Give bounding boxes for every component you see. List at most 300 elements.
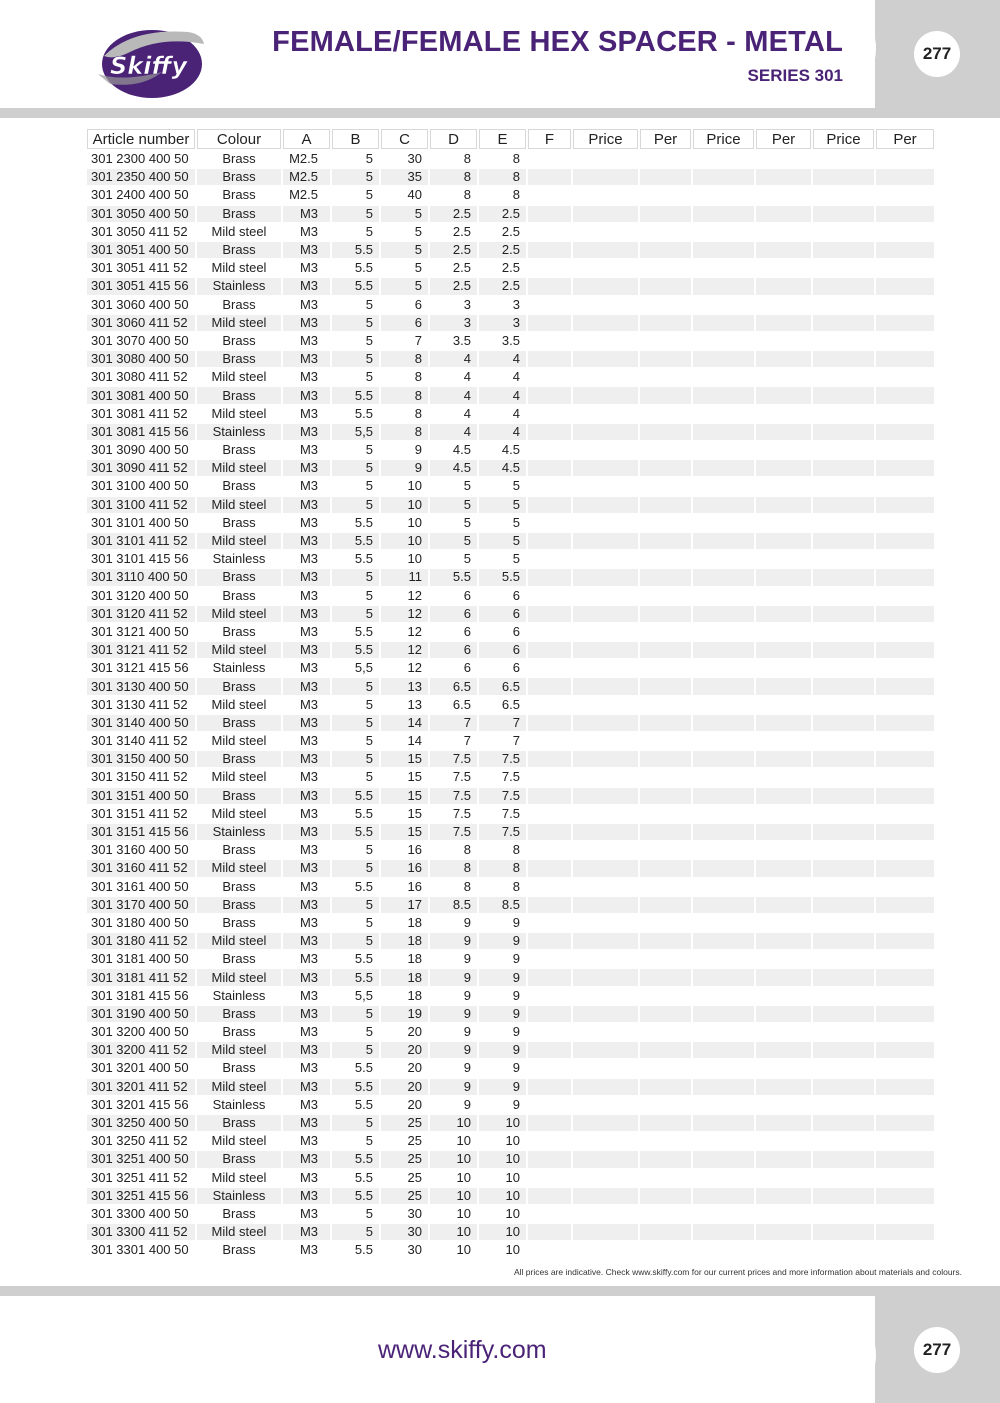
dim-b-cell: 5.5 bbox=[354, 805, 373, 821]
empty-cell bbox=[640, 715, 691, 731]
colour-cell: Stainless bbox=[197, 1188, 281, 1204]
empty-cell bbox=[813, 297, 874, 313]
dim-a-cell: M3 bbox=[299, 369, 318, 385]
dim-b-cell: 5 bbox=[332, 606, 379, 622]
empty-cell bbox=[528, 788, 571, 804]
dim-a-cell: M3 bbox=[283, 606, 330, 622]
empty-cell bbox=[756, 1079, 811, 1095]
empty-cell bbox=[756, 751, 811, 767]
dim-d-cell: 10 bbox=[430, 1151, 477, 1167]
dim-d-cell: 6 bbox=[463, 623, 471, 639]
empty-cell bbox=[813, 769, 874, 785]
empty-cell bbox=[640, 842, 691, 858]
empty-cell bbox=[756, 1151, 811, 1167]
dim-c-cell: 7 bbox=[414, 332, 422, 348]
column-header: Colour bbox=[197, 129, 281, 149]
empty-cell bbox=[876, 1006, 934, 1022]
dim-d-cell: 6 bbox=[463, 587, 471, 603]
colour-cell: Mild steel bbox=[211, 805, 267, 821]
article-number-cell: 301 3251 411 52 bbox=[91, 1169, 188, 1185]
empty-cell bbox=[573, 751, 638, 767]
dim-e-cell: 9 bbox=[479, 1042, 526, 1058]
dim-a-cell: M3 bbox=[299, 587, 318, 603]
dim-c-cell: 5 bbox=[414, 223, 422, 239]
dim-b-cell: 5.5 bbox=[354, 1242, 373, 1258]
colour-cell: Mild steel bbox=[197, 1224, 281, 1240]
empty-cell bbox=[876, 606, 934, 622]
empty-cell bbox=[813, 333, 874, 349]
dim-d-cell: 4 bbox=[430, 387, 477, 403]
skiffy-logo[interactable] bbox=[92, 22, 207, 100]
empty-cell bbox=[756, 260, 811, 276]
empty-cell bbox=[573, 206, 638, 222]
column-header: Per bbox=[756, 129, 811, 149]
dim-a-cell: M3 bbox=[299, 514, 318, 530]
empty-cell bbox=[693, 769, 754, 785]
dim-e-cell: 7.5 bbox=[479, 824, 526, 840]
dim-d-cell: 10 bbox=[456, 1205, 471, 1221]
empty-cell bbox=[756, 297, 811, 313]
empty-cell bbox=[693, 624, 754, 640]
dim-b-cell: 5 bbox=[332, 1042, 379, 1058]
dim-b-cell: 5 bbox=[365, 587, 373, 603]
table-row bbox=[87, 951, 934, 967]
dim-c-cell: 18 bbox=[407, 987, 422, 1003]
empty-cell bbox=[573, 478, 638, 494]
empty-cell bbox=[573, 1170, 638, 1186]
dim-e-cell: 10 bbox=[479, 1115, 526, 1131]
article-number-cell: 301 3150 400 50 bbox=[87, 751, 195, 767]
dim-b-cell: 5.5 bbox=[354, 514, 373, 530]
dim-e-cell: 7.5 bbox=[501, 805, 520, 821]
colour-cell: Brass bbox=[197, 169, 281, 185]
colour-cell: Brass bbox=[222, 1205, 256, 1221]
table-row bbox=[87, 824, 934, 840]
dim-a-cell: M3 bbox=[283, 278, 330, 294]
empty-cell bbox=[640, 515, 691, 531]
empty-cell bbox=[573, 915, 638, 931]
dim-c-cell: 16 bbox=[381, 860, 428, 876]
empty-cell bbox=[640, 242, 691, 258]
empty-cell bbox=[573, 187, 638, 203]
article-number-cell: 301 3051 400 50 bbox=[87, 242, 195, 258]
dim-c-cell: 8 bbox=[381, 351, 428, 367]
empty-cell bbox=[528, 369, 571, 385]
empty-cell bbox=[573, 406, 638, 422]
empty-cell bbox=[573, 1115, 638, 1131]
dim-b-cell: 5 bbox=[365, 296, 373, 312]
colour-cell: Mild steel bbox=[211, 696, 267, 712]
dim-c-cell: 20 bbox=[381, 1079, 428, 1095]
dim-c-cell: 20 bbox=[381, 1042, 428, 1058]
colour-cell: Mild steel bbox=[197, 606, 281, 622]
empty-cell bbox=[813, 1151, 874, 1167]
empty-cell bbox=[876, 697, 934, 713]
dim-b-cell: 5.5 bbox=[354, 951, 373, 967]
empty-cell bbox=[756, 933, 811, 949]
dim-a-cell: M3 bbox=[299, 805, 318, 821]
empty-cell bbox=[876, 1097, 934, 1113]
empty-cell bbox=[640, 206, 691, 222]
dim-b-cell: 5 bbox=[332, 497, 379, 513]
dim-c-cell: 19 bbox=[381, 1006, 428, 1022]
dim-b-cell: 5 bbox=[332, 1224, 379, 1240]
empty-cell bbox=[573, 169, 638, 185]
dim-c-cell: 25 bbox=[407, 1133, 422, 1149]
empty-cell bbox=[640, 642, 691, 658]
dim-a-cell: M3 bbox=[283, 933, 330, 949]
dim-b-cell: 5.5 bbox=[354, 260, 373, 276]
empty-cell bbox=[573, 1133, 638, 1149]
dim-e-cell: 4 bbox=[479, 387, 526, 403]
dim-d-cell: 4.5 bbox=[430, 460, 477, 476]
colour-cell: Brass bbox=[197, 351, 281, 367]
dim-b-cell: 5.5 bbox=[354, 551, 373, 567]
table-row bbox=[87, 460, 934, 476]
empty-cell bbox=[876, 369, 934, 385]
empty-cell bbox=[528, 1024, 571, 1040]
empty-cell bbox=[528, 1079, 571, 1095]
article-number-cell: 301 3180 411 52 bbox=[87, 933, 195, 949]
dim-d-cell: 9 bbox=[430, 1006, 477, 1022]
empty-cell bbox=[876, 1188, 934, 1204]
empty-cell bbox=[640, 315, 691, 331]
column-header: Price bbox=[573, 129, 638, 149]
dim-a-cell: M3 bbox=[283, 1188, 330, 1204]
dim-d-cell: 10 bbox=[456, 1133, 471, 1149]
table-row bbox=[87, 551, 934, 567]
empty-cell bbox=[813, 879, 874, 895]
dim-c-cell: 10 bbox=[407, 551, 422, 567]
dim-a-cell: M3 bbox=[283, 1151, 330, 1167]
empty-cell bbox=[876, 242, 934, 258]
empty-cell bbox=[756, 224, 811, 240]
empty-cell bbox=[693, 478, 754, 494]
empty-cell bbox=[640, 788, 691, 804]
empty-cell bbox=[528, 497, 571, 513]
dim-a-cell: M3 bbox=[299, 842, 318, 858]
dim-b-cell: 5.5 bbox=[354, 405, 373, 421]
article-number-cell: 301 3100 411 52 bbox=[87, 497, 195, 513]
empty-cell bbox=[876, 788, 934, 804]
table-row bbox=[87, 478, 934, 494]
empty-cell bbox=[876, 478, 934, 494]
dim-b-cell: 5 bbox=[332, 678, 379, 694]
article-number-cell: 301 3130 411 52 bbox=[91, 696, 188, 712]
dim-d-cell: 6 bbox=[463, 660, 471, 676]
empty-cell bbox=[756, 442, 811, 458]
dim-e-cell: 10 bbox=[505, 1205, 520, 1221]
empty-cell bbox=[813, 933, 874, 949]
empty-cell bbox=[528, 824, 571, 840]
article-number-cell: 301 3080 411 52 bbox=[91, 369, 188, 385]
empty-cell bbox=[640, 1097, 691, 1113]
article-number-cell: 301 3181 411 52 bbox=[87, 969, 195, 985]
empty-cell bbox=[640, 824, 691, 840]
colour-cell: Mild steel bbox=[197, 969, 281, 985]
dim-e-cell: 9 bbox=[512, 987, 520, 1003]
colour-cell: Brass bbox=[197, 678, 281, 694]
dim-b-cell: 5.5 bbox=[332, 1151, 379, 1167]
empty-cell bbox=[876, 387, 934, 403]
dim-b-cell: 5 bbox=[365, 187, 373, 203]
empty-cell bbox=[876, 1224, 934, 1240]
dim-e-cell: 8 bbox=[512, 151, 520, 167]
article-number-cell: 301 3081 411 52 bbox=[91, 405, 188, 421]
dim-a-cell: M3 bbox=[299, 405, 318, 421]
empty-cell bbox=[813, 497, 874, 513]
empty-cell bbox=[640, 297, 691, 313]
article-number-cell: 301 3120 411 52 bbox=[87, 606, 195, 622]
page-title: FEMALE/FEMALE HEX SPACER - METAL bbox=[272, 26, 843, 58]
empty-cell bbox=[528, 569, 571, 585]
empty-cell bbox=[573, 660, 638, 676]
dim-a-cell: M3 bbox=[283, 569, 330, 585]
table-row bbox=[87, 806, 934, 822]
table-row bbox=[87, 297, 934, 313]
empty-cell bbox=[813, 660, 874, 676]
dim-c-cell: 12 bbox=[407, 587, 422, 603]
empty-cell bbox=[640, 569, 691, 585]
table-row bbox=[87, 1042, 934, 1058]
column-header: Price bbox=[693, 129, 754, 149]
dim-c-cell: 11 bbox=[381, 569, 428, 585]
empty-cell bbox=[528, 187, 571, 203]
empty-cell bbox=[528, 1188, 571, 1204]
dim-d-cell: 9 bbox=[463, 1096, 471, 1112]
dim-b-cell: 5,5 bbox=[332, 424, 379, 440]
empty-cell bbox=[528, 951, 571, 967]
empty-cell bbox=[528, 1170, 571, 1186]
article-number-cell: 301 3101 411 52 bbox=[87, 533, 195, 549]
empty-cell bbox=[876, 187, 934, 203]
article-number-cell: 301 3051 411 52 bbox=[91, 260, 188, 276]
empty-cell bbox=[813, 678, 874, 694]
dim-c-cell: 5 bbox=[414, 260, 422, 276]
table-body bbox=[87, 151, 934, 1258]
dim-e-cell: 7 bbox=[479, 715, 526, 731]
dim-e-cell: 10 bbox=[479, 1188, 526, 1204]
dim-c-cell: 8 bbox=[414, 369, 422, 385]
dim-b-cell: 5 bbox=[365, 223, 373, 239]
empty-cell bbox=[693, 187, 754, 203]
article-number-cell: 301 3140 400 50 bbox=[87, 715, 195, 731]
dim-d-cell: 2.5 bbox=[430, 242, 477, 258]
dim-d-cell: 5 bbox=[430, 497, 477, 513]
empty-cell bbox=[573, 624, 638, 640]
empty-cell bbox=[693, 278, 754, 294]
empty-cell bbox=[876, 1170, 934, 1186]
colour-cell: Stainless bbox=[197, 824, 281, 840]
empty-cell bbox=[528, 697, 571, 713]
dim-e-cell: 3 bbox=[512, 296, 520, 312]
dim-a-cell: M3 bbox=[299, 1205, 318, 1221]
empty-cell bbox=[528, 169, 571, 185]
dim-a-cell: M3 bbox=[283, 788, 330, 804]
table-row bbox=[87, 897, 934, 913]
colour-cell: Mild steel bbox=[197, 860, 281, 876]
dim-d-cell: 7 bbox=[463, 733, 471, 749]
empty-cell bbox=[528, 897, 571, 913]
table-row bbox=[87, 333, 934, 349]
empty-cell bbox=[876, 333, 934, 349]
empty-cell bbox=[813, 1206, 874, 1222]
table-row bbox=[87, 387, 934, 403]
empty-cell bbox=[813, 533, 874, 549]
colour-cell: Stainless bbox=[197, 278, 281, 294]
dim-d-cell: 10 bbox=[456, 1242, 471, 1258]
website-link[interactable]: www.skiffy.com bbox=[378, 1336, 547, 1364]
article-number-cell: 301 3160 411 52 bbox=[87, 860, 195, 876]
empty-cell bbox=[756, 1188, 811, 1204]
empty-cell bbox=[876, 897, 934, 913]
dim-b-cell: 5 bbox=[365, 769, 373, 785]
empty-cell bbox=[813, 151, 874, 167]
dim-a-cell: M3 bbox=[299, 1096, 318, 1112]
empty-cell bbox=[528, 278, 571, 294]
empty-cell bbox=[756, 806, 811, 822]
dim-d-cell: 7.5 bbox=[452, 769, 471, 785]
empty-cell bbox=[756, 551, 811, 567]
dim-c-cell: 15 bbox=[381, 751, 428, 767]
empty-cell bbox=[756, 624, 811, 640]
dim-e-cell: 9 bbox=[479, 969, 526, 985]
dim-d-cell: 5.5 bbox=[430, 569, 477, 585]
empty-cell bbox=[573, 1097, 638, 1113]
dim-b-cell: 5 bbox=[332, 351, 379, 367]
empty-cell bbox=[813, 642, 874, 658]
dim-d-cell: 9 bbox=[430, 1079, 477, 1095]
empty-cell bbox=[640, 1170, 691, 1186]
dim-a-cell: M3 bbox=[283, 387, 330, 403]
empty-cell bbox=[756, 1133, 811, 1149]
empty-cell bbox=[573, 424, 638, 440]
empty-cell bbox=[573, 460, 638, 476]
dim-d-cell: 2.5 bbox=[452, 260, 471, 276]
empty-cell bbox=[756, 569, 811, 585]
empty-cell bbox=[528, 969, 571, 985]
empty-cell bbox=[528, 206, 571, 222]
dim-d-cell: 2.5 bbox=[430, 278, 477, 294]
dim-a-cell: M3 bbox=[283, 497, 330, 513]
dim-c-cell: 20 bbox=[407, 1024, 422, 1040]
dim-e-cell: 4 bbox=[512, 369, 520, 385]
dim-a-cell: M3 bbox=[283, 1006, 330, 1022]
table-row bbox=[87, 497, 934, 513]
dim-d-cell: 6 bbox=[430, 642, 477, 658]
dim-e-cell: 4.5 bbox=[479, 460, 526, 476]
empty-cell bbox=[640, 1024, 691, 1040]
empty-cell bbox=[528, 478, 571, 494]
empty-cell bbox=[528, 1224, 571, 1240]
dim-e-cell: 8.5 bbox=[479, 897, 526, 913]
empty-cell bbox=[573, 988, 638, 1004]
dim-c-cell: 8 bbox=[414, 405, 422, 421]
dim-b-cell: 5.5 bbox=[354, 1169, 373, 1185]
dim-c-cell: 12 bbox=[381, 606, 428, 622]
dim-a-cell: M3 bbox=[283, 351, 330, 367]
dim-a-cell: M3 bbox=[283, 206, 330, 222]
logo-text: Skiffy bbox=[110, 52, 188, 80]
colour-cell: Stainless bbox=[197, 424, 281, 440]
empty-cell bbox=[756, 1042, 811, 1058]
dim-c-cell: 15 bbox=[407, 769, 422, 785]
empty-cell bbox=[573, 1006, 638, 1022]
empty-cell bbox=[573, 806, 638, 822]
empty-cell bbox=[756, 715, 811, 731]
dim-e-cell: 5 bbox=[512, 551, 520, 567]
empty-cell bbox=[813, 351, 874, 367]
empty-cell bbox=[573, 224, 638, 240]
article-number-cell: 301 3151 415 56 bbox=[87, 824, 195, 840]
empty-cell bbox=[528, 151, 571, 167]
empty-cell bbox=[528, 879, 571, 895]
table-row bbox=[87, 1115, 934, 1131]
empty-cell bbox=[813, 1188, 874, 1204]
empty-cell bbox=[876, 315, 934, 331]
dim-a-cell: M3 bbox=[283, 678, 330, 694]
table-row bbox=[87, 733, 934, 749]
empty-cell bbox=[640, 551, 691, 567]
empty-cell bbox=[813, 187, 874, 203]
empty-cell bbox=[876, 588, 934, 604]
article-number-cell: 301 3121 400 50 bbox=[91, 623, 189, 639]
footer-divider bbox=[0, 1286, 1000, 1296]
empty-cell bbox=[693, 242, 754, 258]
colour-cell: Brass bbox=[222, 151, 256, 167]
empty-cell bbox=[693, 933, 754, 949]
dim-a-cell: M3 bbox=[283, 715, 330, 731]
empty-cell bbox=[573, 606, 638, 622]
empty-cell bbox=[756, 660, 811, 676]
dim-b-cell: 5 bbox=[365, 1205, 373, 1221]
table-row bbox=[87, 660, 934, 676]
empty-cell bbox=[528, 1133, 571, 1149]
table-row bbox=[87, 642, 934, 658]
colour-cell: Stainless bbox=[212, 1096, 266, 1112]
dim-d-cell: 10 bbox=[430, 1115, 477, 1131]
empty-cell bbox=[528, 769, 571, 785]
dim-a-cell: M3 bbox=[299, 769, 318, 785]
price-disclaimer: All prices are indicative. Check www.skiffy.com for our current prices and more information about materials and colours. bbox=[513, 1267, 962, 1277]
dim-c-cell: 16 bbox=[407, 842, 422, 858]
dim-b-cell: 5.5 bbox=[332, 1079, 379, 1095]
dim-d-cell: 7.5 bbox=[452, 805, 471, 821]
dim-d-cell: 8 bbox=[463, 151, 471, 167]
empty-cell bbox=[640, 588, 691, 604]
empty-cell bbox=[640, 860, 691, 876]
empty-cell bbox=[813, 242, 874, 258]
dim-e-cell: 2.5 bbox=[501, 260, 520, 276]
colour-cell: Mild steel bbox=[197, 642, 281, 658]
colour-cell: Brass bbox=[197, 897, 281, 913]
empty-cell bbox=[813, 1115, 874, 1131]
empty-cell bbox=[756, 460, 811, 476]
empty-cell bbox=[693, 151, 754, 167]
dim-d-cell: 6.5 bbox=[430, 678, 477, 694]
empty-cell bbox=[693, 206, 754, 222]
column-header: A bbox=[283, 129, 330, 149]
dim-d-cell: 7.5 bbox=[430, 788, 477, 804]
colour-cell: Brass bbox=[197, 788, 281, 804]
empty-cell bbox=[528, 260, 571, 276]
dim-b-cell: 5 bbox=[332, 1115, 379, 1131]
empty-cell bbox=[876, 624, 934, 640]
empty-cell bbox=[693, 1133, 754, 1149]
empty-cell bbox=[573, 879, 638, 895]
table-row bbox=[87, 1242, 934, 1258]
empty-cell bbox=[573, 278, 638, 294]
